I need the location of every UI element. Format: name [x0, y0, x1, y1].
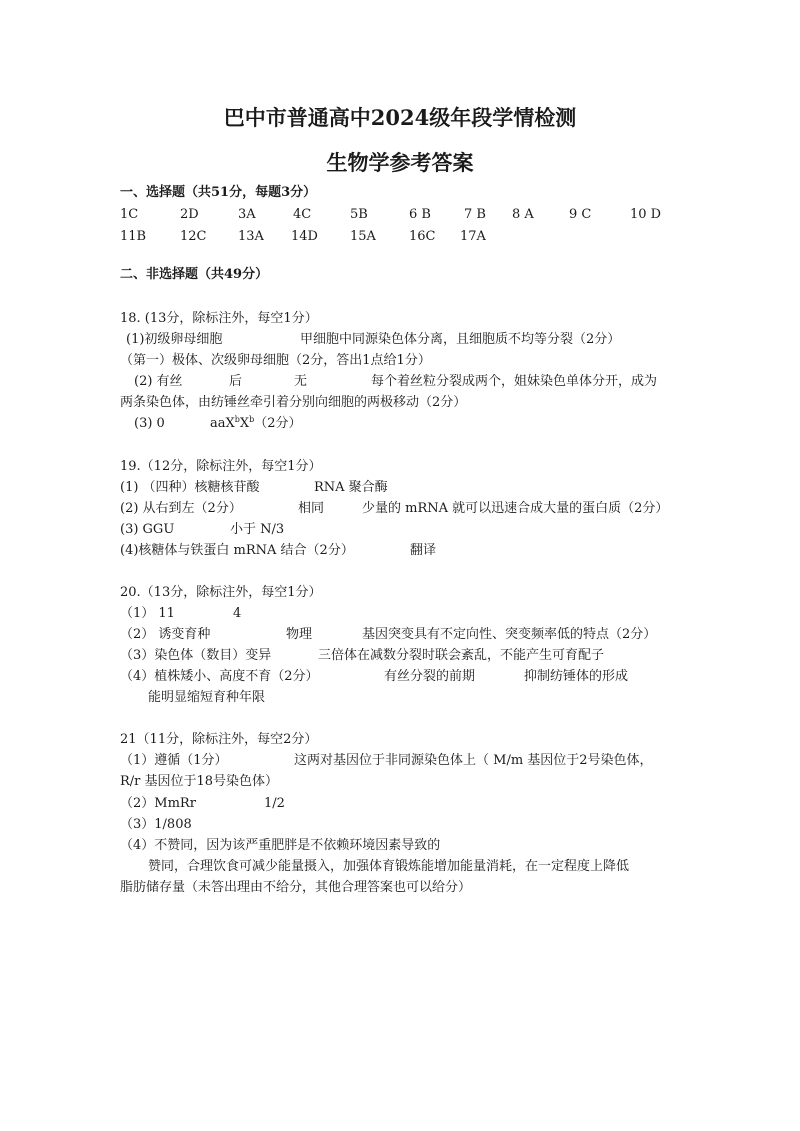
- q20-answer-text: （4）植株矮小、高度不育（2分）: [120, 669, 319, 684]
- q21-answer-text: 脂肪储存量（未答出理由不给分，其他合理答案也可以给分）: [120, 880, 472, 895]
- q19-answer-text: (4)核糖体与铁蛋白 mRNA 结合（2分）: [120, 543, 354, 558]
- page-title: 巴中市普通高中2024级年段学情检测: [223, 105, 577, 130]
- score-note: （2分）: [254, 416, 302, 431]
- mc-answer: 16C: [409, 229, 436, 244]
- genotype-x: X: [239, 416, 250, 431]
- q21-heading: 21（11分，除标注外，每空2分）: [120, 732, 318, 747]
- mc-answer: 14D: [291, 229, 318, 244]
- q18-answer-text: (1)初级卵母细胞: [126, 332, 223, 347]
- q18-answer-text: 无: [294, 374, 308, 389]
- q19-answer-text: 少量的 mRNA 就可以迅速合成大量的蛋白质（2分）: [362, 501, 669, 516]
- q18-answer-text: 两条染色体，由纺锤丝牵引着分别向细胞的两极移动（2分）: [120, 395, 467, 410]
- mc-answer: 6 B: [409, 207, 431, 222]
- q20-answer-text: 物理: [286, 627, 313, 642]
- mc-answer: 11B: [120, 229, 147, 244]
- q19-answer-text: 小于 N/3: [230, 522, 285, 537]
- q20-answer-text: （2） 诱变育种: [120, 627, 211, 642]
- q20-answer-text: 能明显缩短育种年限: [148, 690, 266, 705]
- q21-answer-text: （2）MmRr: [120, 796, 196, 811]
- q19-heading: 19.（12分，除标注外，每空1分）: [120, 459, 322, 474]
- mc-answer: 17A: [460, 229, 486, 244]
- genotype-base: aaX: [210, 416, 235, 431]
- mc-answer: 2D: [180, 207, 199, 222]
- q19-answer-text: (2) 从右到左（2分）: [120, 501, 242, 516]
- q19-answer-text: (3) GGU: [120, 522, 175, 537]
- q20-answer-text: 三倍体在减数分裂时联会紊乱，不能产生可育配子: [318, 648, 605, 663]
- q18-answer-text: (3) 0: [134, 416, 165, 431]
- mc-answer: 12C: [180, 229, 207, 244]
- q20-answer-text: 抑制纺锤体的形成: [524, 669, 629, 684]
- mc-answer: 8 A: [512, 207, 534, 222]
- mc-answer: 10 D: [630, 207, 662, 222]
- genotype-superscript: b: [249, 415, 255, 424]
- q21-answer-text: 1/2: [264, 796, 285, 811]
- mc-answer: 9 C: [569, 207, 592, 222]
- q18-heading: 18. (13分，除标注外，每空1分）: [120, 311, 318, 326]
- q20-heading: 20.（13分，除标注外，每空1分）: [120, 585, 322, 600]
- q18-answer-text: (2) 有丝: [134, 374, 183, 389]
- mc-answer: 4C: [293, 207, 312, 222]
- q18-answer-text: 甲细胞中同源染色体分离，且细胞质不均等分裂（2分）: [300, 332, 621, 347]
- mc-answer: 5B: [350, 207, 368, 222]
- q18-genotype-answer: [210, 415, 302, 432]
- mc-answer: 3A: [238, 207, 256, 222]
- q20-answer-text: 基因突变具有不定向性、突变频率低的特点（2分）: [362, 627, 657, 642]
- q18-answer-text: 每个着丝粒分裂成两个，姐妹染色单体分开，成为: [371, 374, 658, 389]
- mc-answer: 1C: [120, 207, 139, 222]
- q21-answer-text: （1）遵循（1分）: [120, 753, 228, 768]
- part1-heading: 一、选择题（共51分，每题3分）: [120, 185, 317, 200]
- page-subtitle: 生物学参考答案: [326, 150, 474, 175]
- q21-answer-text: （3）1/808: [120, 817, 192, 832]
- mc-answer: 13A: [238, 229, 264, 244]
- q21-answer-text: 这两对基因位于非同源染色体上（ M/m 基因位于2号染色体，: [294, 753, 653, 768]
- q19-answer-text: RNA 聚合酶: [314, 480, 388, 495]
- part2-heading: 二、非选择题（共49分）: [120, 267, 269, 282]
- q21-answer-text: R/r 基因位于18号染色体）: [120, 774, 279, 789]
- q18-answer-text: 后: [229, 374, 243, 389]
- q20-answer-text: 4: [233, 606, 242, 621]
- q19-answer-text: 翻译: [410, 543, 437, 558]
- q19-answer-text: 相同: [298, 501, 325, 516]
- mc-answer: 15A: [350, 229, 376, 244]
- genotype-superscript: b: [234, 415, 240, 424]
- q21-answer-text: 赞同，合理饮食可减少能量摄入，加强体育锻炼能增加能量消耗，在一定程度上降低: [148, 859, 630, 874]
- q20-answer-text: （3）染色体（数目）变异: [120, 648, 272, 663]
- q18-answer-text: （第一）极体、次级卵母细胞（2分，答出1点给1分）: [120, 353, 431, 368]
- mc-answer: 7 B: [464, 207, 486, 222]
- q21-answer-text: （4）不赞同，因为该严重肥胖是不依赖环境因素导致的: [120, 838, 441, 853]
- q20-answer-text: （1） 11: [120, 606, 175, 621]
- q19-answer-text: (1) （四种）核糖核苷酸: [120, 480, 260, 495]
- q20-answer-text: 有丝分裂的前期: [384, 669, 476, 684]
